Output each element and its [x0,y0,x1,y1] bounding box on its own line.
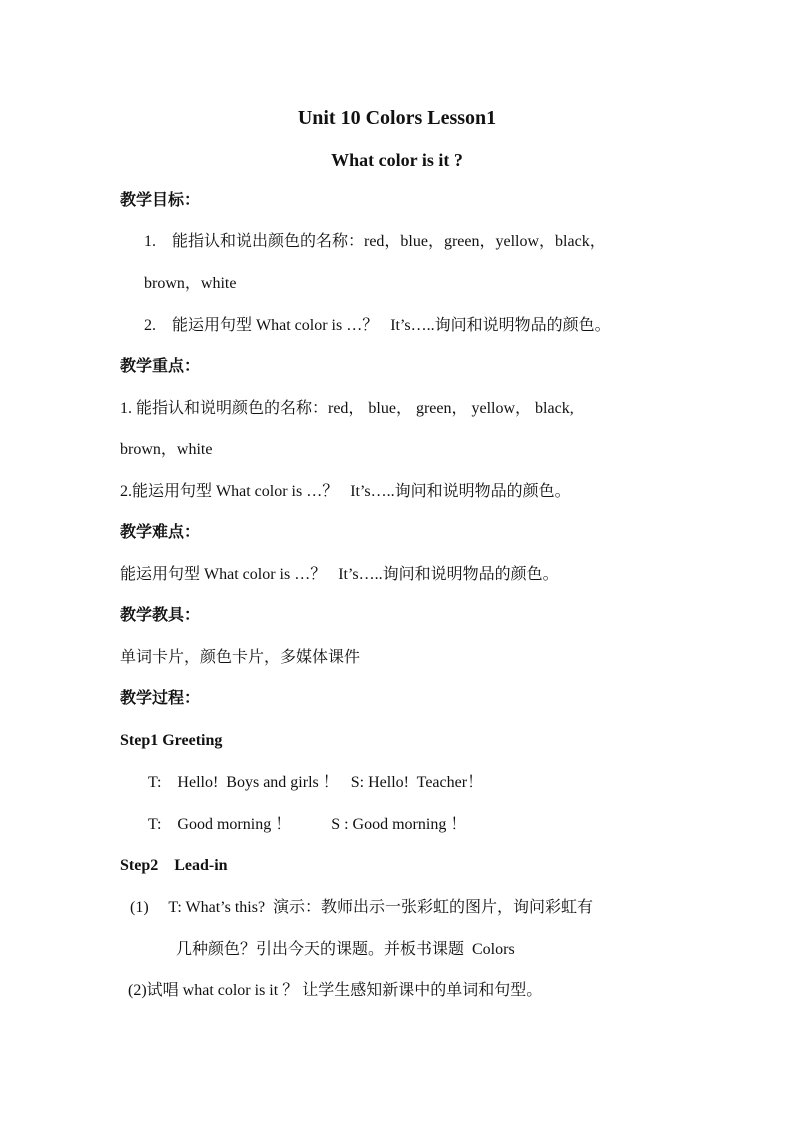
objectives-item-2: 2. 能运用句型 What color is …？ It’s…..询问和说明物品的颜色。 [144,317,611,334]
key-points-heading: 教学重点： [120,358,201,375]
difficulties-text: 能运用句型 What color is …？ It’s…..询问和说明物品的颜色。 [120,566,559,583]
lesson-title: Unit 10 Colors Lesson1 [297,107,497,129]
aids-text: 单词卡片，颜色卡片，多媒体课件 [120,649,361,666]
difficulties-heading: 教学难点： [120,524,201,541]
step2-heading: Step2 Lead-in [120,857,228,874]
step2-item-2: (2)试唱 what color is it ？ 让学生感知新课中的单词和句型。 [128,982,543,999]
lesson-subtitle: What color is it ? [331,150,463,170]
step2-item-1-cont: 几种颜色？引出今天的课题。并板书课题 Colors [176,941,515,958]
key-points-item-1-cont: brown，white [120,441,213,458]
step2-item-1: (1) T: What’s this? 演示：教师出示一张彩虹的图片，询问彩虹有 [130,899,594,916]
objectives-item-1-cont: brown，white [144,275,237,292]
objectives-heading: 教学目标： [120,192,201,209]
key-points-item-2: 2.能运用句型 What color is …？ It’s…..询问和说明物品的颜色。 [120,483,571,500]
objectives-item-1: 1. 能指认和说出颜色的名称：red，blue，green，yellow，black， [144,233,606,250]
aids-heading: 教学教具： [120,607,201,624]
step1-dialogue-1: T: Hello! Boys and girls ！ S: Hello! Teacher！ [148,774,484,791]
step1-heading: Step1 Greeting [120,732,223,749]
step1-dialogue-2: T: Good morning ！ S : Good morning ！ [148,816,467,833]
process-heading: 教学过程： [120,690,201,707]
key-points-item-1: 1. 能指认和说明颜色的名称：red， blue， green， yellow， black, [120,400,574,417]
